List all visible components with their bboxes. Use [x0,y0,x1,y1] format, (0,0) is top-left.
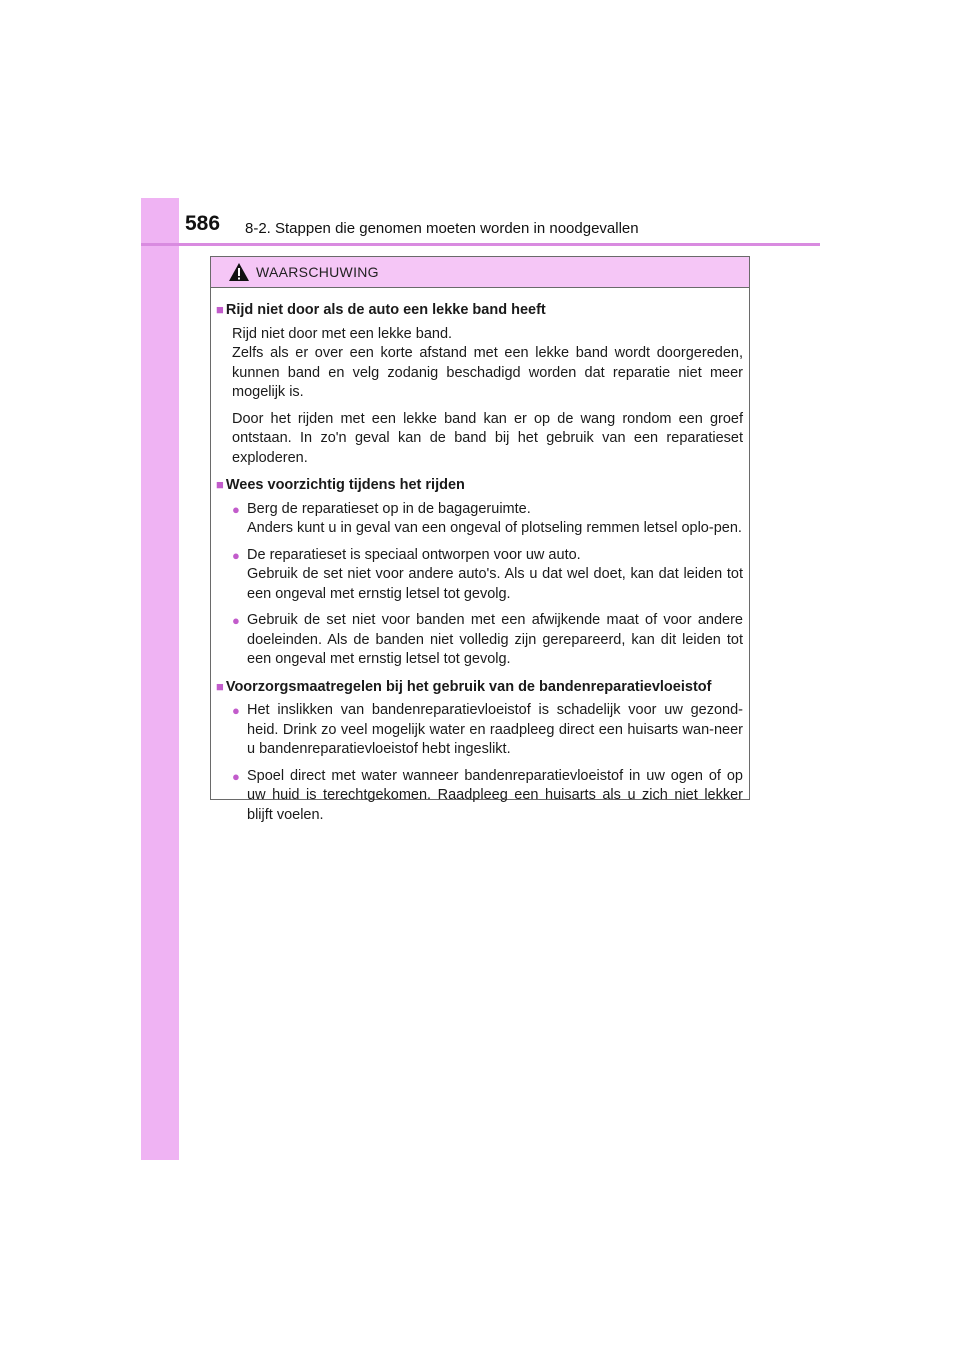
warning-triangle-icon [228,262,250,282]
topic-heading: ■ Wees voorzichtig tijdens het rijden [216,477,465,493]
list-item: ● Het inslikken van bandenreparatievloeistof is schadelijk voor uw gezond-heid. Drink zo veel mogelijk water en raadpleeg direct een huisarts wan-neer u bandenreparatievloeistof hebt ingeslikt. [232,701,743,760]
round-bullet-icon: ● [232,613,240,628]
section-title: 8-2. Stappen die genomen moeten worden in noodgevallen [245,220,639,237]
list-item: ● Berg de reparatieset op in de bagageruimte. Anders kunt u in geval van een ongeval of plotseling remmen letsel oplo-pen. [232,500,743,539]
paragraph: Rijd niet door met een lekke band. Zelfs als er over een korte afstand met een lekke band wordt doorgereden, kunnen band en velg zodanig beschadigd worden dat reparatie niet meer mogelijk is. [232,325,743,400]
paragraph: Door het rijden met een lekke band kan er op de wang rondom een groef ontstaan. In zo'n geval kan de band bij het gebruik van een reparatieset exploderen. [232,410,743,466]
round-bullet-icon: ● [232,547,240,563]
warning-body [211,288,749,825]
list-item: ● De reparatieset is speciaal ontworpen voor uw auto. Gebruik de set niet voor andere auto's. Als u dat wel doet, kan dat leiden tot een ongeval met ernstig letsel tot gevolg. [232,546,743,605]
list-item: ● Spoel direct met water wanneer bandenreparatievloeistof in uw ogen of op uw huid is terechtgekomen. Raadpleeg een huisarts als u zich niet lekker blijft voelen. [232,767,743,826]
round-bullet-icon: ● [232,703,240,718]
square-bullet-icon: ■ [216,477,224,492]
topic-heading: ■ Voorzorgsmaatregelen bij het gebruik van de bandenreparatievloeistof [216,678,712,695]
side-band [141,198,179,1160]
warning-header [211,257,749,288]
topic-heading: ■ Rijd niet door als de auto een lekke band heeft [216,302,546,318]
warning-label: WAARSCHUWING [256,264,379,280]
page-number: 586 [185,212,221,235]
square-bullet-icon: ■ [216,678,224,694]
header-rule [141,243,820,246]
list-item: ● Gebruik de set niet voor banden met een afwijkende maat of voor andere doeleinden. Als de banden niet volledig zijn gerepareerd, kan dit leiden tot een ongeval met ernstig letsel tot gevolg. [232,611,743,670]
side-band-top [141,198,179,244]
warning-box [210,256,750,823]
round-bullet-icon: ● [232,768,240,784]
square-bullet-icon: ■ [216,302,224,317]
round-bullet-icon: ● [232,501,240,517]
